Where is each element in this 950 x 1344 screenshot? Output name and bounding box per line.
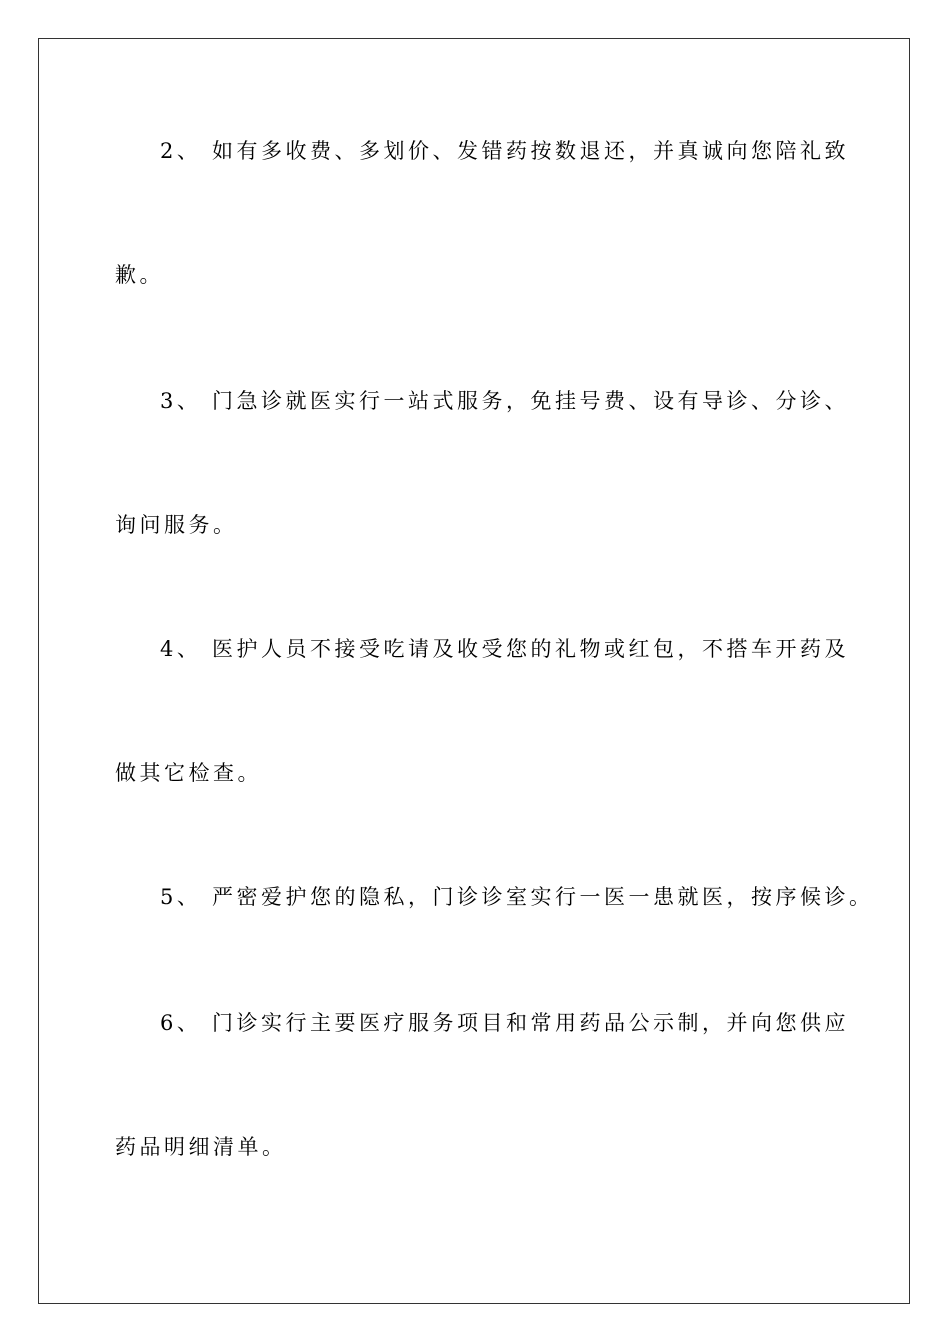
item-6-text: 门诊实行主要医疗服务项目和常用药品公示制，并向您供应	[212, 1011, 849, 1035]
item-4-text: 医护人员不接受吃请及收受您的礼物或红包，不搭车开药及	[212, 637, 849, 661]
item-5-number: 5、	[160, 885, 202, 909]
item-2-number: 2、	[160, 139, 202, 163]
item-2-text: 如有多收费、多划价、发错药按数退还，并真诚向您陪礼致	[212, 139, 849, 163]
item-6-number: 6、	[160, 1011, 202, 1035]
item-3-number: 3、	[160, 389, 202, 413]
item-5-line-1	[160, 882, 874, 912]
item-4-line-1	[160, 634, 849, 664]
item-6-line-1	[160, 1008, 849, 1038]
item-4-line-2: 做其它检查。	[115, 761, 262, 785]
item-4-number: 4、	[160, 637, 202, 661]
item-2-line-2: 歉。	[115, 263, 164, 287]
item-3-line-1	[160, 386, 849, 416]
page-border	[38, 38, 910, 1304]
item-6-line-2: 药品明细清单。	[115, 1135, 287, 1159]
item-3-line-2: 询问服务。	[115, 513, 238, 537]
item-5-text: 严密爱护您的隐私，门诊诊室实行一医一患就医，按序候诊。	[212, 885, 874, 909]
item-3-text: 门急诊就医实行一站式服务，免挂号费、设有导诊、分诊、	[212, 389, 849, 413]
item-2-line-1	[160, 136, 849, 166]
